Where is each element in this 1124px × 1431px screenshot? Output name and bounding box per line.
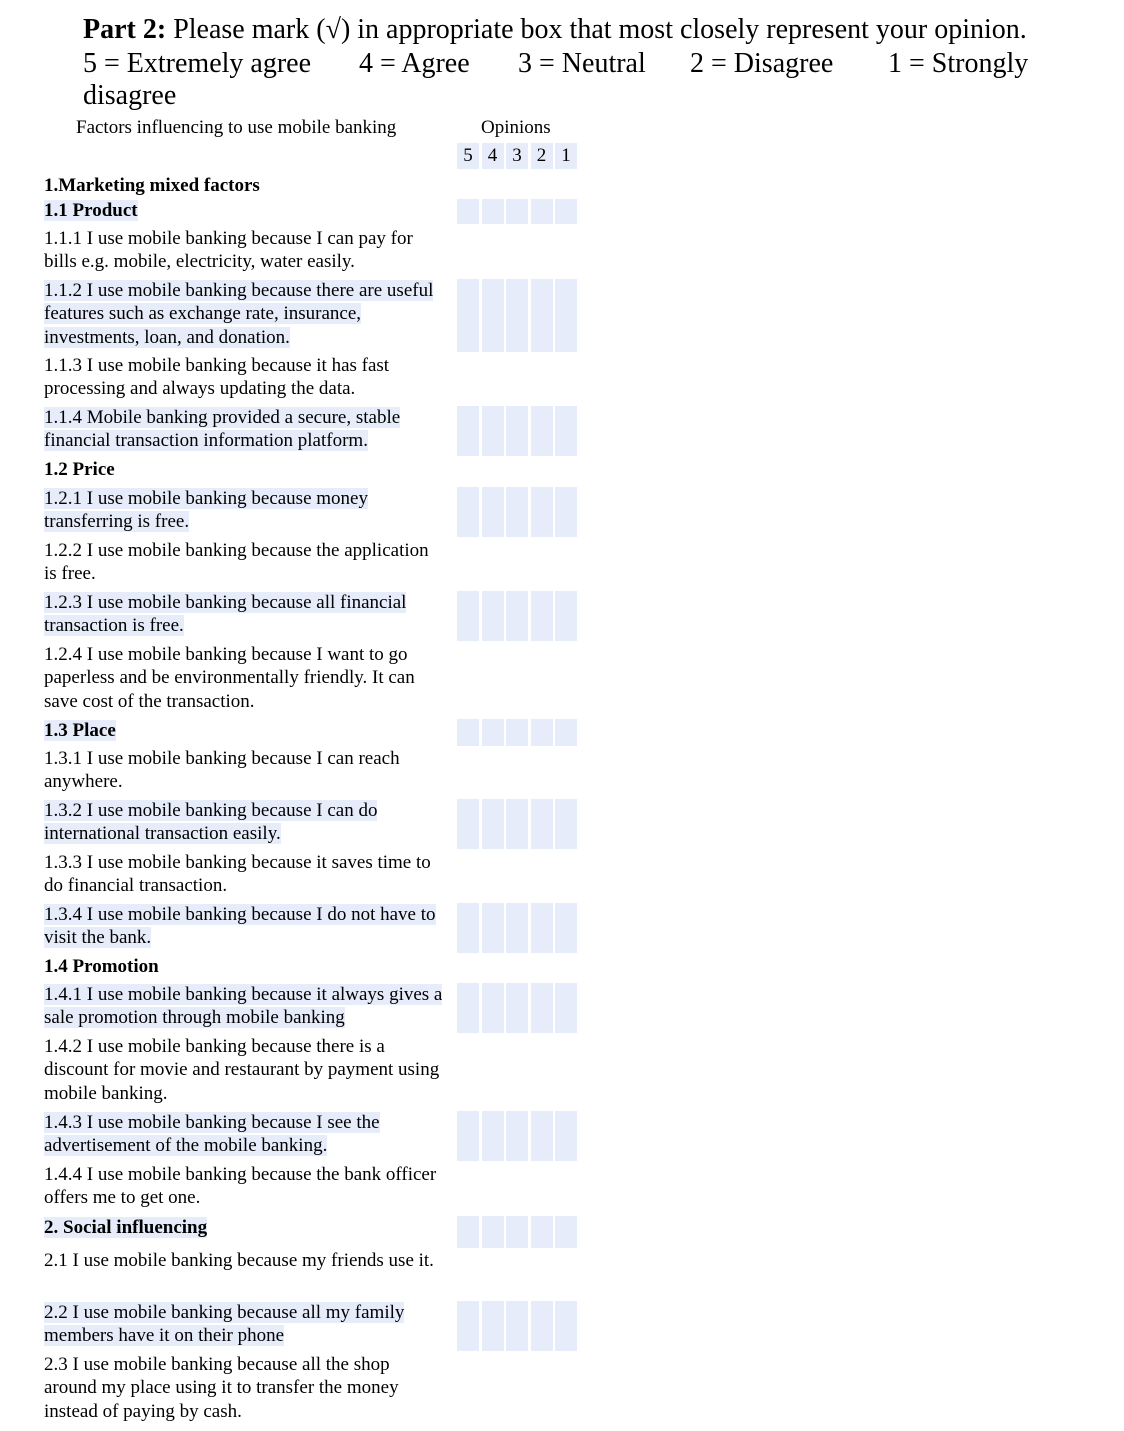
rating-box-4[interactable] [482,1301,504,1351]
question-row [38,983,579,1033]
rating-box-4[interactable] [482,487,504,537]
rating-box-3[interactable] [506,199,528,224]
row-text: 1.1 Product [44,200,138,221]
rating-box-2[interactable] [531,799,553,849]
rating-boxes [457,1301,580,1351]
question-row [38,747,579,797]
scale-1-label-wrap: disagree [83,80,177,111]
rating-box-1[interactable] [555,591,577,641]
rating-box-4[interactable] [482,903,504,953]
question-row [38,354,579,403]
scale-1-label: 1 = Strongly [888,48,1029,79]
question-row [38,487,579,537]
question-row [38,1249,579,1299]
question-text [38,1301,444,1348]
section-title [38,955,449,978]
question-text [38,799,444,846]
rating-box-4[interactable] [482,406,504,456]
rating-box-3[interactable] [506,1301,528,1351]
rating-box-1[interactable] [555,1301,577,1351]
question-text [38,279,444,349]
rating-box-5[interactable] [457,1216,479,1248]
rating-box-1[interactable] [555,406,577,456]
scale-header-5: 5 [457,143,479,169]
rating-scale-legend [83,48,1028,80]
section-row [38,199,579,224]
scale-header-1: 1 [555,143,577,169]
question-row [38,591,579,641]
rating-boxes [457,903,580,953]
rating-boxes [457,199,580,224]
opinions-column-title: Opinions [481,117,551,138]
row-text: 1.4.3 I use mobile banking because I see the advertisement of the mobile banking. [44,1112,380,1157]
rating-box-1[interactable] [555,199,577,224]
question-text [38,1035,444,1105]
question-text [38,1353,444,1423]
rating-box-2[interactable] [531,1216,553,1248]
row-text: 1.1.2 I use mobile banking because there are useful features such as exchange rate, insurance, investments, loan, and donation. [44,280,434,348]
rating-boxes [457,1216,580,1248]
rating-box-5[interactable] [457,1111,479,1161]
rating-box-1[interactable] [555,279,577,352]
rating-box-1[interactable] [555,719,577,746]
row-text: 1.2.3 I use mobile banking because all financial transaction is free. [44,592,407,637]
opinion-scale-header [457,143,580,169]
row-text: 2. Social influencing [44,1217,208,1238]
rating-box-4[interactable] [482,1216,504,1248]
question-row [38,1111,579,1161]
rating-box-2[interactable] [531,279,553,352]
rating-box-4[interactable] [482,799,504,849]
question-row [38,851,579,901]
rating-box-2[interactable] [531,199,553,224]
row-text: 1.2.1 I use mobile banking because money transferring is free. [44,488,368,533]
rating-box-5[interactable] [457,406,479,456]
question-row [38,227,579,277]
question-row [38,406,579,456]
section-row [38,719,579,746]
scale-header-4: 4 [482,143,504,169]
question-text [38,903,444,950]
question-text [38,227,444,274]
section-title [38,719,449,742]
rating-box-5[interactable] [457,983,479,1033]
rating-box-5[interactable] [457,799,479,849]
question-text [38,1249,444,1272]
rating-box-3[interactable] [506,1216,528,1248]
rating-box-1[interactable] [555,1111,577,1161]
rating-box-3[interactable] [506,719,528,746]
question-row [38,903,579,953]
row-text: 1.4.1 I use mobile banking because it always gives a sale promotion through mobile banking [44,984,443,1029]
rating-boxes [457,487,580,537]
rating-box-5[interactable] [457,1301,479,1351]
rating-box-5[interactable] [457,487,479,537]
factors-column-title: Factors influencing to use mobile banking [76,117,397,138]
question-row [38,279,579,352]
rating-box-4[interactable] [482,591,504,641]
section-row [38,458,579,485]
row-text: 1.3 Place [44,720,116,741]
question-text [38,591,444,638]
rating-box-4[interactable] [482,279,504,352]
question-row [38,1353,579,1426]
rating-box-5[interactable] [457,591,479,641]
rating-box-2[interactable] [531,1111,553,1161]
scale-2-label: 2 = Disagree [690,48,834,79]
question-text [38,1111,444,1158]
rating-box-3[interactable] [506,406,528,456]
rating-boxes [457,591,580,641]
question-text [38,643,444,713]
rating-box-3[interactable] [506,1111,528,1161]
rating-box-3[interactable] [506,487,528,537]
rating-box-3[interactable] [506,279,528,352]
question-text [38,406,444,453]
rating-box-2[interactable] [531,406,553,456]
rating-boxes [457,799,580,849]
instruction-heading [83,14,1118,46]
row-text: 1.2.4 I use mobile banking because I want to go paperless and be environmentally friendly. It can save cost of the transaction. [44,644,415,712]
rating-box-1[interactable] [555,983,577,1033]
rating-boxes [457,719,580,746]
question-text [38,354,444,401]
section-title [38,174,449,197]
scale-3-label: 3 = Neutral [518,48,646,79]
rating-box-1[interactable] [555,487,577,537]
question-row [38,1163,579,1212]
row-text: 2.1 I use mobile banking because my friends use it. [44,1250,434,1271]
row-text: 2.3 I use mobile banking because all the shop around my place using it to transfer the money instead of paying by cash. [44,1354,399,1422]
rating-box-4[interactable] [482,1111,504,1161]
rating-box-5[interactable] [457,199,479,224]
part-label: Part 2: [83,14,167,45]
section-row [38,1216,579,1248]
question-row [38,643,579,716]
rating-box-3[interactable] [506,799,528,849]
row-text: 1.3.3 I use mobile banking because it saves time to do financial transaction. [44,852,431,897]
scale-4-label: 4 = Agree [359,48,470,79]
row-text: 1.2 Price [44,459,115,480]
rating-boxes [457,279,580,352]
row-text: 1.4 Promotion [44,956,159,977]
rating-box-1[interactable] [555,799,577,849]
section-title [38,199,449,222]
rating-box-2[interactable] [531,983,553,1033]
scale-header-2: 2 [531,143,553,169]
section-title [38,1216,449,1239]
rating-box-5[interactable] [457,719,479,746]
rating-box-2[interactable] [531,487,553,537]
rating-boxes [457,1111,580,1161]
row-text: 1.Marketing mixed factors [44,175,260,196]
row-text: 1.3.1 I use mobile banking because I can reach anywhere. [44,748,400,793]
question-text [38,539,444,586]
scale-header-3: 3 [506,143,528,169]
question-text [38,747,444,794]
rating-box-2[interactable] [531,903,553,953]
section-row [38,955,579,982]
section-title [38,458,449,481]
rating-boxes [457,406,580,456]
rating-box-5[interactable] [457,279,479,352]
question-row [38,539,579,588]
question-text [38,487,444,534]
scale-5-label: 5 = Extremely agree [83,48,312,79]
rating-box-1[interactable] [555,903,577,953]
section-row [38,174,579,198]
row-text: 1.1.3 I use mobile banking because it has fast processing and always updating the data. [44,355,390,400]
rating-box-5[interactable] [457,903,479,953]
row-text: 1.4.2 I use mobile banking because there is a discount for movie and restaurant by payment using mobile banking. [44,1036,440,1104]
rating-box-1[interactable] [555,1216,577,1248]
row-text: 2.2 I use mobile banking because all my family members have it on their phone [44,1302,405,1347]
rating-box-4[interactable] [482,199,504,224]
instruction-line [83,14,1118,46]
instruction-text: Please mark (√) in appropriate box that most closely represent your opinion. [173,14,1027,45]
question-text [38,851,444,898]
rating-boxes [457,983,580,1033]
question-row [38,799,579,849]
rating-box-4[interactable] [482,719,504,746]
row-text: 1.3.2 I use mobile banking because I can do international transaction easily. [44,800,378,845]
rating-box-3[interactable] [506,903,528,953]
question-row [38,1035,579,1108]
rating-box-2[interactable] [531,719,553,746]
rating-box-2[interactable] [531,1301,553,1351]
rating-box-4[interactable] [482,983,504,1033]
row-text: 1.4.4 I use mobile banking because the bank officer offers me to get one. [44,1164,437,1209]
rating-box-2[interactable] [531,591,553,641]
rating-box-3[interactable] [506,591,528,641]
row-text: 1.1.1 I use mobile banking because I can pay for bills e.g. mobile, electricity, water easily. [44,228,413,273]
question-text [38,1163,444,1210]
row-text: 1.1.4 Mobile banking provided a secure, stable financial transaction information platform. [44,407,401,452]
question-text [38,983,444,1030]
row-text: 1.2.2 I use mobile banking because the application is free. [44,540,429,585]
row-text: 1.3.4 I use mobile banking because I do not have to visit the bank. [44,904,436,949]
rating-box-3[interactable] [506,983,528,1033]
question-row [38,1301,579,1351]
